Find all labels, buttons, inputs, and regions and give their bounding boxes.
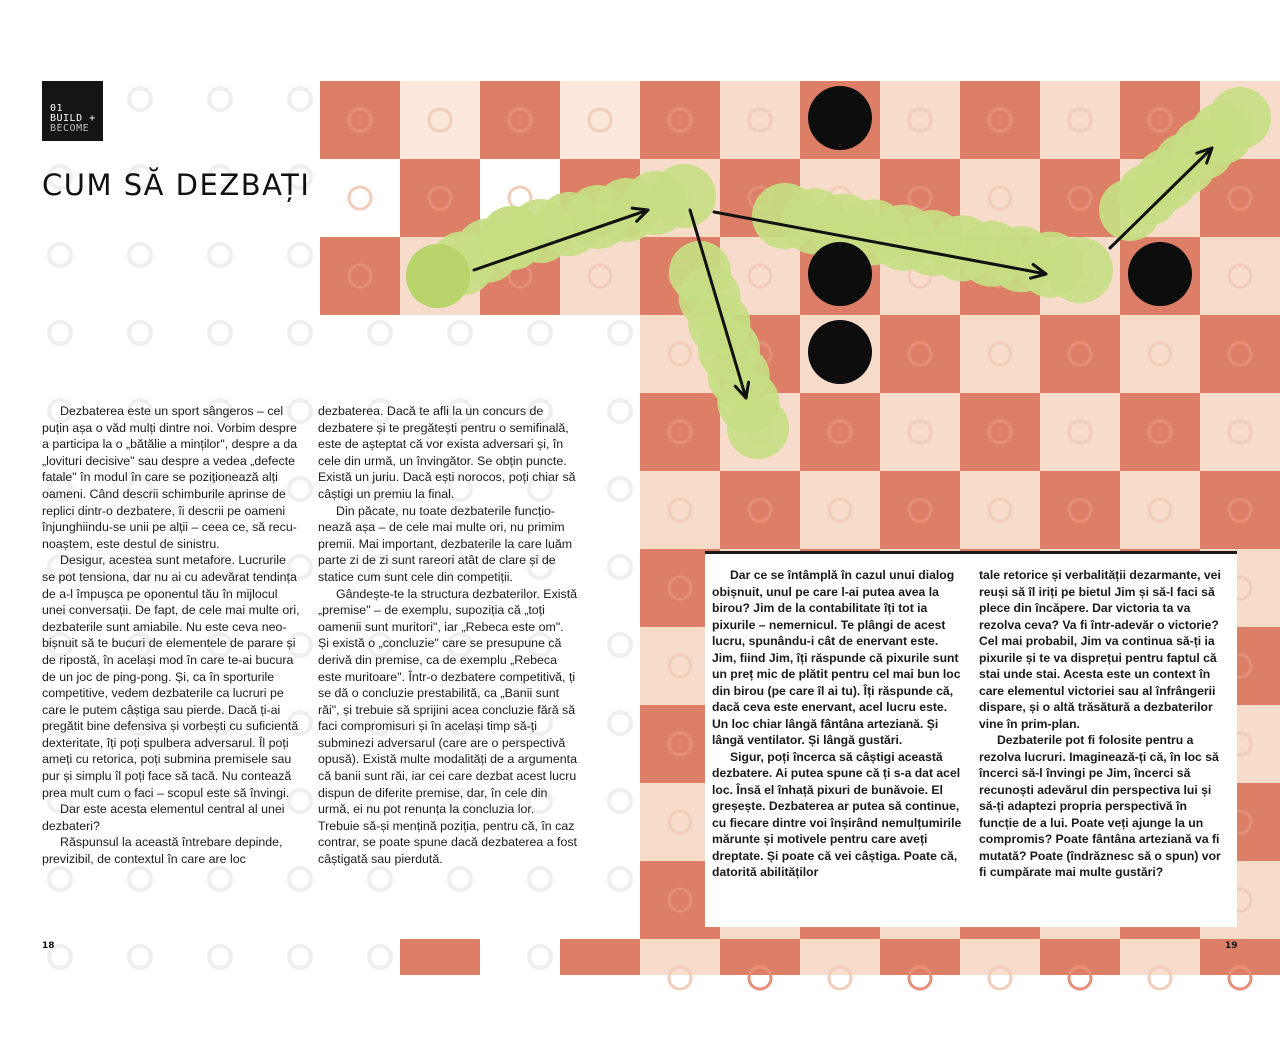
light-square: [800, 939, 880, 975]
movement-trail-blob: [1047, 237, 1113, 303]
paragraph: Dezbaterile pot fi folosite pentru a rezolva lucruri. Imaginează-ți că, în loc să încerci să-l învingi pe Jim, încerci să recunoști adevărul din perspectiva lui și să-ți adaptezi propria perspectivă în funcție de a lui. Poate veți ajunge la un compromis? Poate fântâna arteziană va fi mutată? Poate (îndrăznesc să o spun) vor fi cumpărate mai multe gustări?: [979, 733, 1221, 879]
section-number: 01: [50, 103, 64, 114]
light-square: [720, 81, 800, 159]
black-checker-piece: [808, 242, 872, 306]
paragraph: Dar ce se întâmplă în cazul unui dialog obișnuit, unul pe care l-ai putea avea la birou? Jim de la contabilitate îți tot ia pixurile – nemernicul. Te plângi de acest lucru, spunându-i cât de enervant este. Jim, fiind Jim, îți răspunde că pixurile sunt un preț mic de plătit pentru cel mai bun loc din birou (pe care îl ai tu). Îți răspunde că, dacă ceva este enervant, acel lucru este. Un loc chiar lângă fântâna arteziană. Și lângă ventilator. Și lângă gustări.: [712, 568, 961, 747]
dark-square: [1120, 393, 1200, 471]
left-page-column-1: [42, 403, 300, 868]
left-page-column-2: [318, 403, 578, 868]
dark-square: [1200, 315, 1280, 393]
light-square: [800, 471, 880, 549]
paragraph: Dar este acesta elementul central al unei dezbateri?: [42, 802, 285, 833]
movement-trail-blob: [652, 164, 716, 228]
dark-square: [1040, 315, 1120, 393]
light-square: [1040, 393, 1120, 471]
light-square: [1120, 939, 1200, 975]
black-checker-piece: [808, 320, 872, 384]
section-tag: [42, 81, 103, 141]
dark-square: [1200, 939, 1280, 975]
dark-square: [800, 393, 880, 471]
paragraph: Răspunsul la această întrebare depinde, previzibil, de contextul în care are loc: [42, 835, 283, 867]
light-square: [880, 393, 960, 471]
dark-square: [880, 939, 960, 975]
paragraph: Sigur, poți încerca să câștigi această dezbatere. Ai putea spune că ți s-a dat acel loc. Însă el înhață pixuri de bunăvoie. El greșește. Dezbaterea ar putea să continue, cu fiecare dintre voi înșirând nemulțumirile mărunte și motivele pentru care aveți dreptate. Și poate că vei câștiga. Poate că, datorită abilităților: [712, 749, 962, 879]
dark-square: [640, 81, 720, 159]
dark-square: [560, 939, 640, 975]
light-square: [960, 471, 1040, 549]
paragraph: Gândește-te la structura dezbaterilor. Există „premise" – de exemplu, supoziția că „toți oamenii sunt muritori", iar „Rebeca este om". Și există o „concluzie" care se presupune că derivă din premise, ca de exemplu „Rebeca este muritoare". Într-o dezbatere competitivă, ți se dă o concluzie prestabilită, ca „Banii sunt răi", și trebuie să sprijini acea concluzie fără să faci compromisuri și în același timp să-ți subminezi adversarul (care are o perspectivă opusă). Există multe modalități de a argumenta că banii sunt răi, iar cei care dezbat acest lucru dispun de diferite premise, dar, în cele din urmă, ei nu pot renunța la concluzia lor. Trebuie să-și mențină poziția, pentru că, în caz contrar, se poate spune dacă dezbaterea a fost câștigată sau pierdută.: [318, 586, 578, 867]
page-number-left: 18: [42, 941, 55, 951]
light-square: [880, 81, 960, 159]
section-label-line2: BECOME: [50, 123, 90, 134]
movement-trail-blob: [1209, 87, 1271, 149]
paragraph: tale retorice și verbalității dezarmante, vei reuși să îl iriți pe bietul Jim și să-l faci să plece din încăpere. Dar victoria ta va rezolva ceva? Va fi într-adevăr o victorie? Cel mai probabil, Jim va continua să-ți ia pixurile și te va disprețui pentru faptul că stai unde stai. Acesta este un context în care elementul victoriei sau al înfrângerii dispare, și o altă trăsătură a dezbaterilor vine în prim-plan.: [979, 568, 1221, 731]
light-square: [400, 81, 480, 159]
light-square: [960, 315, 1040, 393]
light-square: [1200, 237, 1280, 315]
light-square: [1120, 315, 1200, 393]
dark-square: [880, 315, 960, 393]
dark-square: [480, 81, 560, 159]
section-label-line1: BUILD +: [50, 113, 96, 124]
dark-square: [720, 939, 800, 975]
dark-square: [1040, 939, 1120, 975]
dark-square: [320, 81, 400, 159]
black-checker-piece: [1128, 242, 1192, 306]
paragraph: dezbaterea. Dacă te afli la un concurs de dezbatere și te pregătești pentru o semifinală, este de așteptat că vor exista adversari și, în cele din urmă, un învingător. Se obțin puncte. Există un juriu. Dacă ești norocos, poți chiar să câștigi un premiu la final.: [318, 404, 576, 501]
right-page-column-2: [979, 567, 1229, 881]
light-square: [1120, 471, 1200, 549]
article-title: CUM SĂ DEZBAȚI: [42, 168, 311, 202]
dark-square: [640, 393, 720, 471]
black-checker-piece: [808, 86, 872, 150]
light-square: [320, 159, 400, 237]
paragraph: Din păcate, nu toate dezbaterile funcțio-nează așa – de cele mai multe ori, nu primim premii. Mai important, dezbaterile la care luăm parte zi de zi sunt rareori atât de clare și de statice cum sunt cele din competiții.: [318, 503, 573, 584]
light-square: [560, 81, 640, 159]
right-page-column-1: [712, 567, 962, 881]
start-piece-blob: [406, 244, 470, 308]
page-number-right: 19: [1225, 941, 1238, 951]
dark-square: [880, 471, 960, 549]
dark-square: [320, 237, 400, 315]
light-square: [1040, 81, 1120, 159]
dark-square: [400, 939, 480, 975]
dark-square: [720, 471, 800, 549]
movement-trail-blob: [727, 397, 789, 459]
light-square: [640, 471, 720, 549]
dark-square: [960, 393, 1040, 471]
light-square: [960, 939, 1040, 975]
paragraph: Dezbaterea este un sport sângeros – cel puțin așa o văd mulți dintre noi. Vorbim despre a participa la o „bătălie a minților", despre a da „lovituri decisive" sau despre a vedea „defecte fatale" în modul în care se poziționează alți oameni. Când descrii schimburile aprinse de replici dintr-o dezbatere, îi descrii pe oameni înjunghiindu-se unii pe alții – ceea ce, să recu-noaștem, este destul de sinistru.: [42, 404, 298, 551]
dark-square: [960, 81, 1040, 159]
dark-square: [1200, 471, 1280, 549]
paragraph: Desigur, acestea sunt metafore. Lucrurile se pot tensiona, dar nu ai cu adevărat tendința de a-l împușca pe oponentul tău în mijlocul unei conversații. De fapt, de cele mai multe ori, dezbaterile sunt amiabile. Nu este ceva neo-bișnuit să te bucuri de elementele de parare și de ripostă, în același mod în care te-ai bucura de un joc de ping-pong. Și, ca în sporturile competitive, vedem dezbaterile ca lucruri pe care le putem câștiga sau pierde. Dacă ți-ai pregătit bine defensiva și vorbești cu suficientă dexteritate, îți poți spulbera adversarul. Îl poți ameți cu retorica, poți submina premisele sau pur și simplu îl poți face să tacă. Nu contează prea mult cum o faci – scopul este să învingi.: [42, 553, 300, 800]
dark-square: [1040, 471, 1120, 549]
light-square: [640, 939, 720, 975]
light-square: [1200, 393, 1280, 471]
